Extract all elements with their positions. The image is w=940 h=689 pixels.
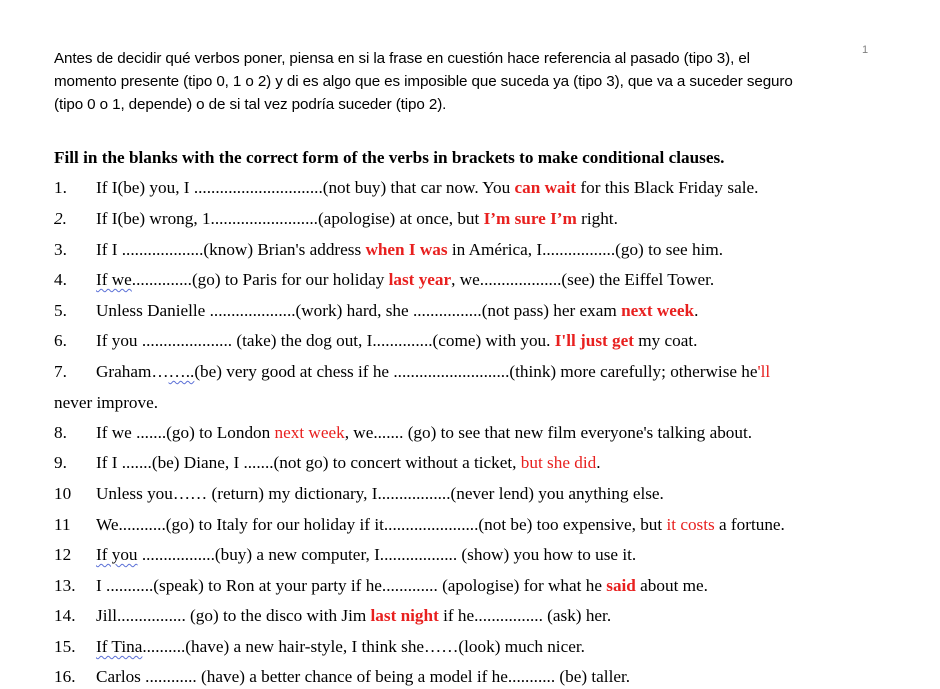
sentence-text: about me. [635, 576, 708, 595]
sentence-text: . [596, 453, 601, 472]
item-text [96, 514, 785, 536]
highlighted-clue: I’m sure I’m [483, 209, 577, 228]
sentence-text: in América, I.................(go) to see him. [447, 240, 724, 259]
item-number: 5. [54, 301, 67, 320]
sentence-text: If I ...................(know) Brian's address [96, 240, 366, 259]
sentence-text: Graham… [96, 362, 169, 381]
item-7-continuation: never improve. [54, 393, 159, 412]
item-number: 14. [54, 606, 76, 625]
sentence-text: , we....... (go) to see that new film everyone's talking about. [344, 423, 753, 442]
item-number: 8. [54, 423, 67, 442]
item-number: 10 [54, 484, 72, 503]
instructions-line: momento presente (tipo 0, 1 o 2) y di es algo que es imposible que suceda ya (tipo 3), que va a suceder seguro [54, 73, 793, 90]
item-text [96, 177, 758, 199]
item-text [96, 666, 630, 688]
item-number: 4. [54, 270, 67, 289]
item-number: 1. [54, 178, 67, 197]
item-number: 13. [54, 576, 76, 595]
item-text [96, 452, 601, 474]
item-text [96, 575, 708, 597]
sentence-text: If you ..................... (take) the dog out, I..............(come) with you. [96, 331, 555, 350]
item-number: 6. [54, 331, 67, 350]
item-number: 9. [54, 453, 67, 472]
highlighted-clue: next week [274, 423, 345, 442]
sentence-text: . [694, 301, 699, 320]
sentence-text: for this Black Friday sale. [576, 178, 759, 197]
sentence-text: ..........(have) a new hair-style, I think she……(look) much nicer. [142, 637, 585, 656]
item-text [96, 300, 698, 322]
highlighted-clue: next week [621, 301, 695, 320]
item-number: 3. [54, 240, 67, 259]
sentence-text: a fortune. [714, 515, 785, 534]
item-text [96, 239, 723, 261]
item-text [96, 483, 664, 505]
item-number: 15. [54, 637, 76, 656]
sentence-text: , we...................(see) the Eiffel Tower. [451, 270, 715, 289]
item-text [96, 361, 770, 383]
item-number: 7. [54, 362, 67, 381]
sentence-text: (be) very good at chess if he ...........................(think) more carefully; otherwise he [194, 362, 758, 381]
highlighted-clue: it costs [666, 515, 715, 534]
sentence-text: if he................ (ask) her. [438, 606, 612, 625]
instructions-line: (tipo 0 o 1, depende) o de si tal vez podría suceder (tipo 2). [54, 96, 447, 113]
item-text [96, 544, 636, 566]
item-number: 12 [54, 545, 72, 564]
sentence-text: my coat. [633, 331, 698, 350]
item-number: 11 [54, 515, 71, 534]
sentence-text: ..............(go) to Paris for our holiday [131, 270, 389, 289]
spellcheck-underlined-text: If you [96, 545, 138, 564]
sentence-text: I ...........(speak) to Ron at your party if he............. (apologise) for what he [96, 576, 607, 595]
sentence-text: If I(be) wrong, 1.........................(apologise) at once, but [96, 209, 484, 228]
highlighted-clue: can wait [514, 178, 577, 197]
highlighted-clue: last night [370, 606, 439, 625]
sentence-text: right. [576, 209, 618, 228]
item-text [96, 636, 585, 658]
highlighted-clue: said [606, 576, 636, 595]
highlighted-clue: but she did [520, 453, 597, 472]
spellcheck-underlined-text: If we [96, 270, 132, 289]
item-text [96, 605, 611, 627]
footnote-mark: 1 [862, 44, 869, 56]
sentence-text: Unless Danielle ....................(work) hard, she ................(not pass) her exam [96, 301, 622, 320]
exercise-heading: Fill in the blanks with the correct form of the verbs in brackets to make conditional clauses. [54, 148, 725, 167]
spellcheck-underlined-text: If Tina [96, 637, 143, 656]
sentence-text: We...........(go) to Italy for our holiday if it......................(not be) too expensive, but [96, 515, 667, 534]
sentence-text: Carlos ............ (have) a better chance of being a model if he........... (be) taller. [96, 667, 631, 686]
item-number: 16. [54, 667, 76, 686]
item-text [96, 330, 697, 352]
item-text [96, 269, 714, 291]
spellcheck-underlined-text: ….. [168, 362, 195, 381]
instructions-spanish [54, 47, 884, 116]
sentence-text: Jill................ (go) to the disco with Jim [96, 606, 371, 625]
highlighted-clue: I'll just get [554, 331, 634, 350]
item-number: 2. [54, 209, 67, 228]
highlighted-clue: last year [388, 270, 452, 289]
sentence-text: Unless you…… (return) my dictionary, I.................(never lend) you anything else. [96, 484, 664, 503]
sentence-text: .................(buy) a new computer, I.................. (show) you how to use it. [137, 545, 637, 564]
instructions-line: Antes de decidir qué verbos poner, piensa en si la frase en cuestión hace referencia al pasado (tipo 3), el [54, 50, 750, 67]
item-text [96, 422, 752, 444]
sentence-text: If I .......(be) Diane, I .......(not go) to concert without a ticket, [96, 453, 521, 472]
item-text [96, 208, 618, 230]
sentence-text: If we .......(go) to London [96, 423, 275, 442]
highlighted-clue: 'll [757, 362, 771, 381]
highlighted-clue: when I was [365, 240, 448, 259]
sentence-text: If I(be) you, I ..............................(not buy) that car now. You [96, 178, 515, 197]
